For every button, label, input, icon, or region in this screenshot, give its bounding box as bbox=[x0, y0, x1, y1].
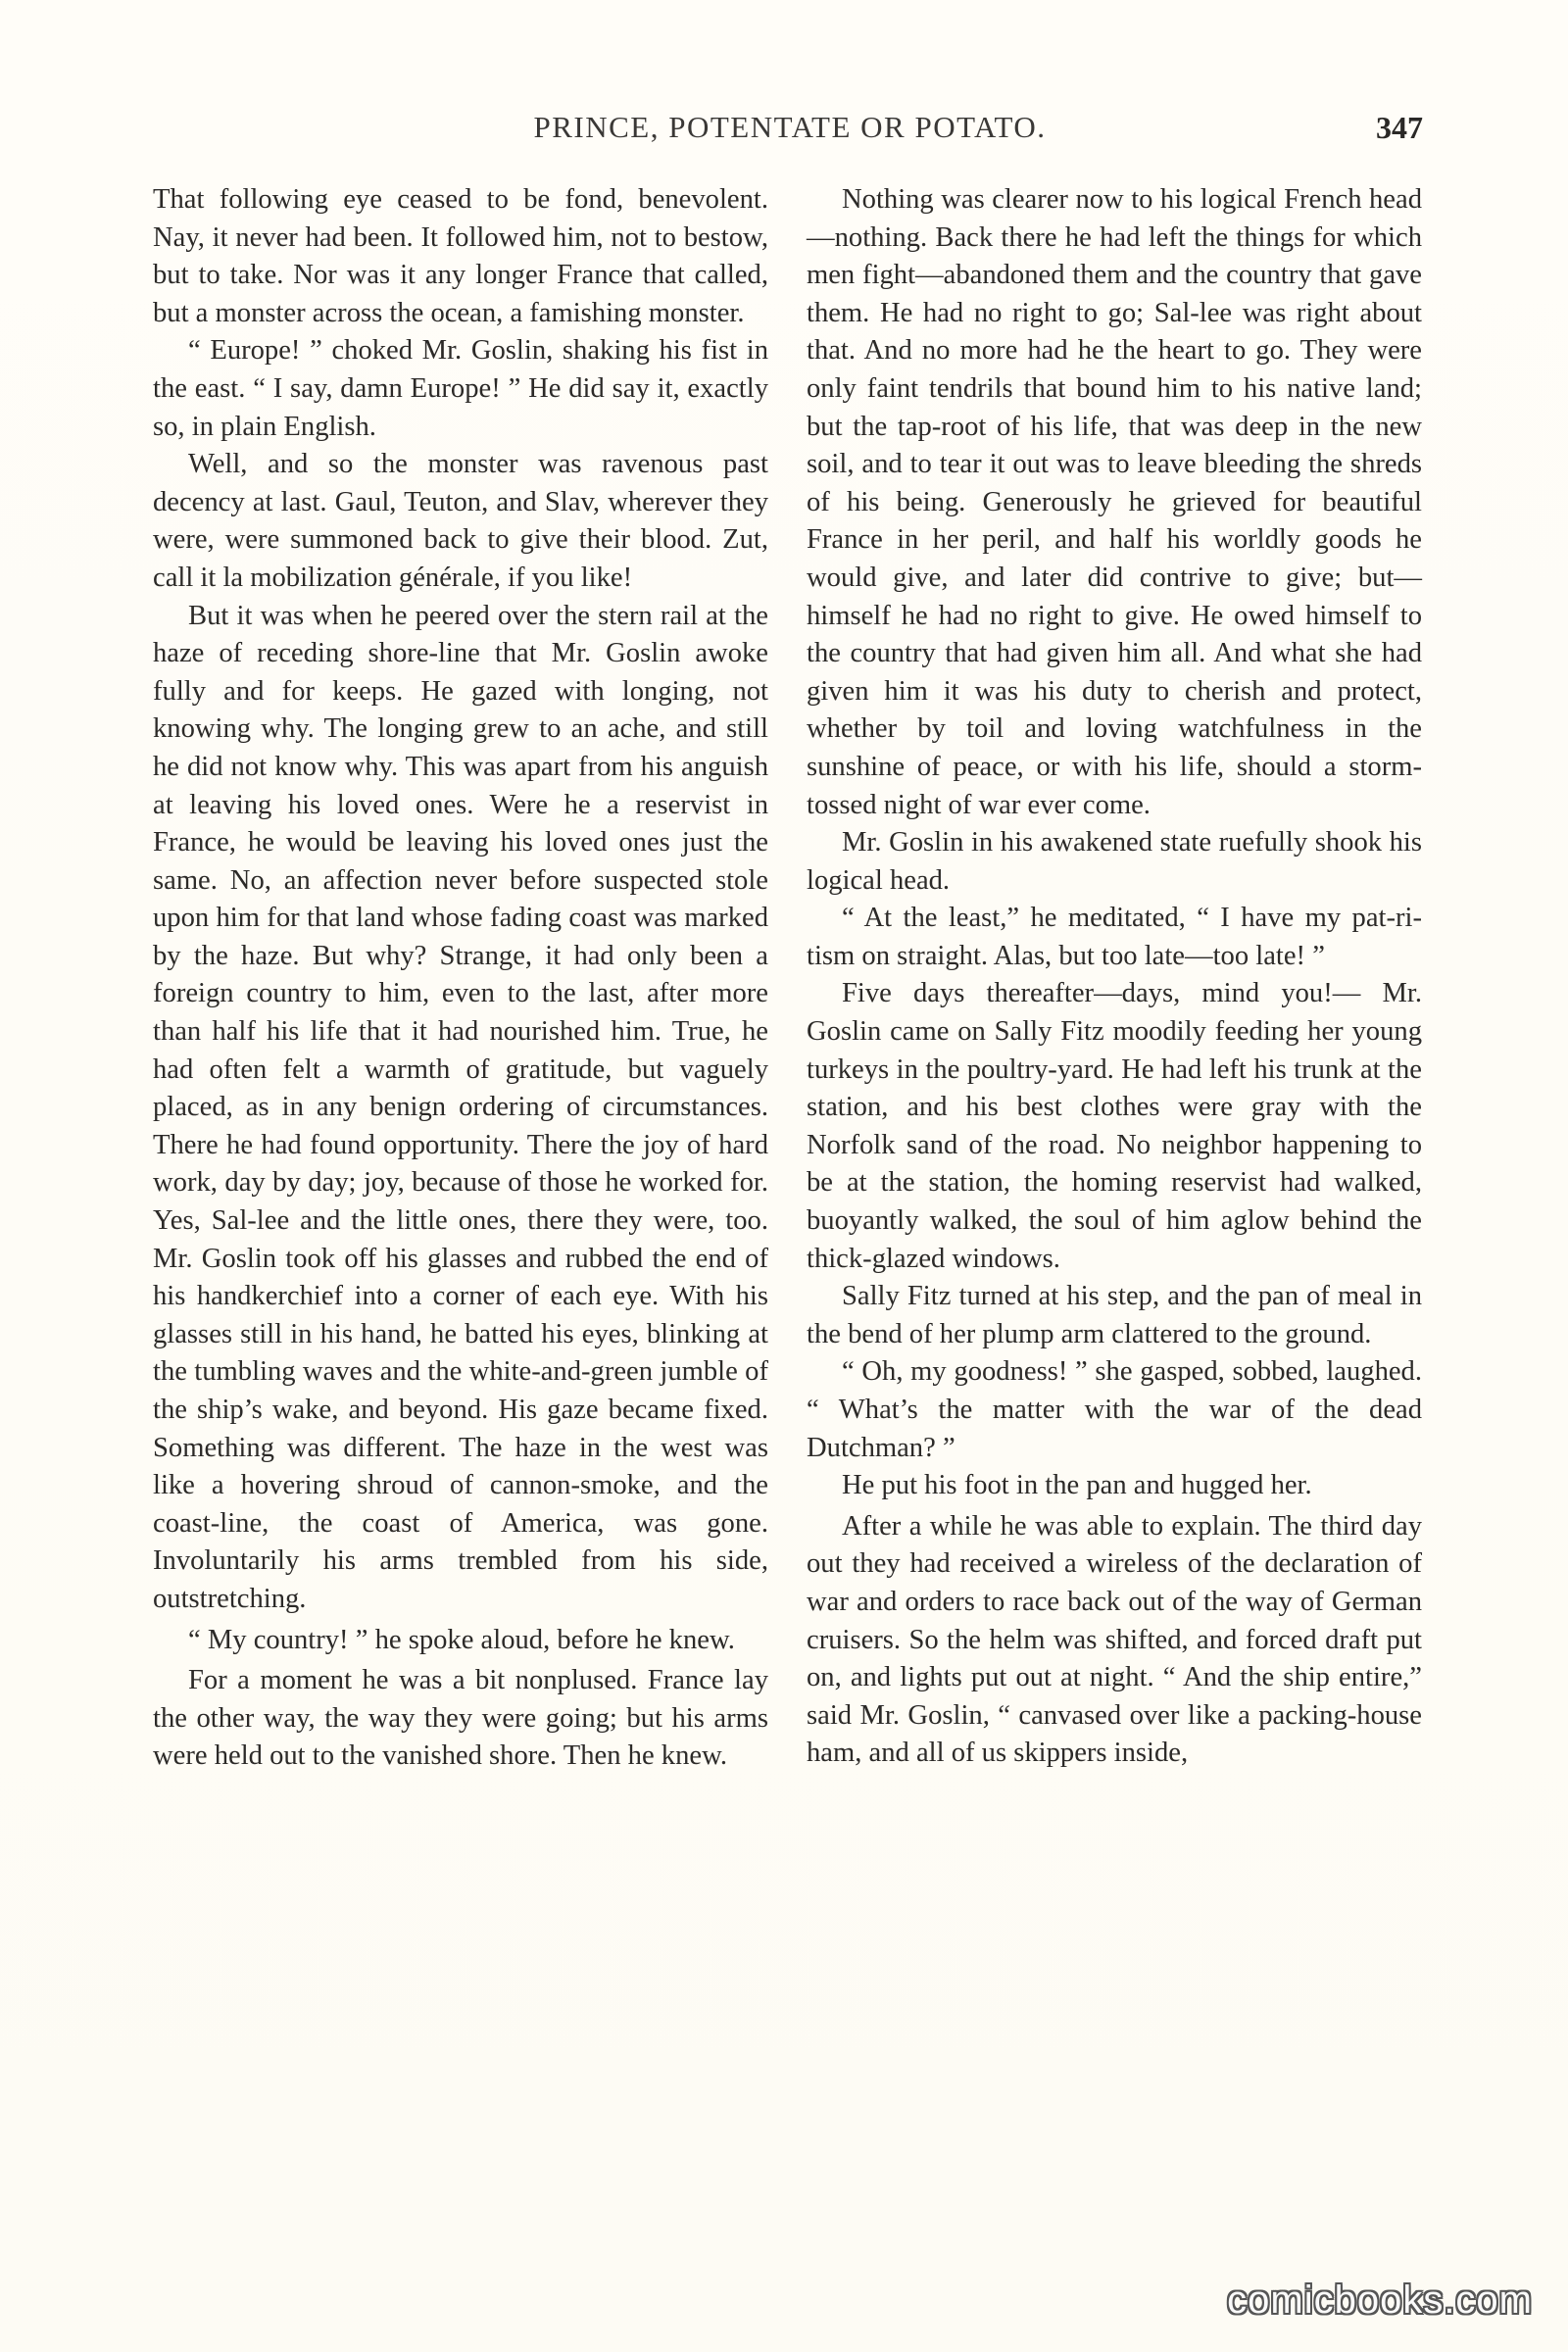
watermark: comicbooks.com bbox=[1227, 2278, 1533, 2322]
paragraph: “ Oh, my goodness! ” she gasped, sobbed, laughed. “ What’s the matter with the war of the dead Dutchman? ” bbox=[807, 1356, 1422, 1463]
paragraph: Well, and so the monster was ravenous past decency at last. Gaul, Teuton, and Slav, wherever they were, were summoned back to give their blood. Zut, call it la mobilization générale, if you like! bbox=[153, 449, 768, 593]
paragraph: Mr. Goslin in his awakened state ruefully shook his logical head. bbox=[807, 827, 1422, 896]
paragraph: “ My country! ” he spoke aloud, before he knew. bbox=[188, 1624, 735, 1655]
paragraph: Sally Fitz turned at his step, and the pan of meal in the bend of her plump arm clattered to the ground. bbox=[807, 1281, 1422, 1349]
paragraph: After a while he was able to explain. The third day out they had received a wireless of the declaration of war and orders to race back out of the way of German cruisers. So the helm was shifted, and forced draft put on, and lights put out at night. “ And the ship entire,” said Mr. Goslin, “ canvased over like a packing-house ham, and all of us skippers inside, bbox=[807, 1510, 1422, 1769]
paragraph: That following eye ceased to be fond, benevolent. Nay, it never had been. It followed him, not to bestow, but to take. Nor was it any longer France that called, but a monster across the ocean, a famishing monster. bbox=[153, 184, 768, 328]
right-column bbox=[807, 181, 1422, 1773]
paragraph: He put his foot in the pan and hugged her. bbox=[842, 1470, 1312, 1501]
running-head bbox=[157, 110, 1423, 159]
paragraph: Nothing was clearer now to his logical French head—nothing. Back there he had left the things for which men fight—abandoned them and the country that gave them. He had no right to go; Sal-lee was right about that. And no more had he the heart to go. They were only faint tendrils that bound him to his native land; but the tap-root of his life, that was deep in the new soil, and to tear it out was to leave bleeding the shreds of his being. Generously he grieved for beautiful France in her peril, and half his worldly goods he would give, and later did contrive to give; but— himself he had no right to give. He owed himself to the country that had given him all. And what she had given him it was his duty to cherish and protect, whether by toil and loving watchfulness in the sunshine of peace, or with his life, should a storm-tossed night of war ever come. bbox=[807, 184, 1422, 820]
paragraph: Five days thereafter—days, mind you!— Mr. Goslin came on Sally Fitz moodily feeding her young turkeys in the poultry-yard. He had left his trunk at the station, and his best clothes were gray with the Norfolk sand of the road. No neighbor happening to be at the station, the homing reservist had walked, buoyantly walked, the soul of him aglow behind the thick-glazed windows. bbox=[807, 978, 1422, 1274]
paragraph: But it was when he peered over the stern rail at the haze of receding shore-line that Mr. Goslin awoke fully and for keeps. He gazed with longing, not knowing why. The longing grew to an ache, and still he did not know why. This was apart from his anguish at leaving his loved ones. Were he a reservist in France, he would be leaving his loved ones just the same. No, an affection never before suspected stole upon him for that land whose fading coast was marked by the haze. But why? Strange, it had only been a foreign country to him, even to the last, after more than half his life that it had nourished him. True, he had often felt a warmth of gratitude, but vaguely placed, as in any benign ordering of circumstances. There he had found opportunity. There the joy of hard work, day by day; joy, because of those he worked for. Yes, Sal-lee and the little ones, there they were, too. Mr. Goslin took off his glasses and rubbed the end of his handkerchief into a corner of each eye. With his glasses still in his hand, he batted his eyes, blinking at the tumbling waves and the white-and-green jumble of the ship’s wake, and beyond. His gaze became fixed. Something was different. The haze in the west was like a hovering shroud of cannon-smoke, and the coast-line, the coast of America, was gone. Involuntarily his arms trembled from his side, outstretching. bbox=[153, 600, 768, 1614]
paragraph: “ Europe! ” choked Mr. Goslin, shaking his fist in the east. “ I say, damn Europe! ” He did say it, exactly so, in plain English. bbox=[153, 335, 768, 442]
running-title: PRINCE, POTENTATE OR POTATO. bbox=[533, 110, 1047, 144]
left-column bbox=[153, 181, 768, 1776]
page-number: 347 bbox=[1376, 110, 1423, 145]
paragraph: “ At the least,” he meditated, “ I have my pat-ri-tism on straight. Alas, but too late—too late! ” bbox=[807, 903, 1422, 971]
paragraph: For a moment he was a bit nonplused. France lay the other way, the way they were going; but his arms were held out to the vanished shore. Then he knew. bbox=[153, 1665, 768, 1772]
